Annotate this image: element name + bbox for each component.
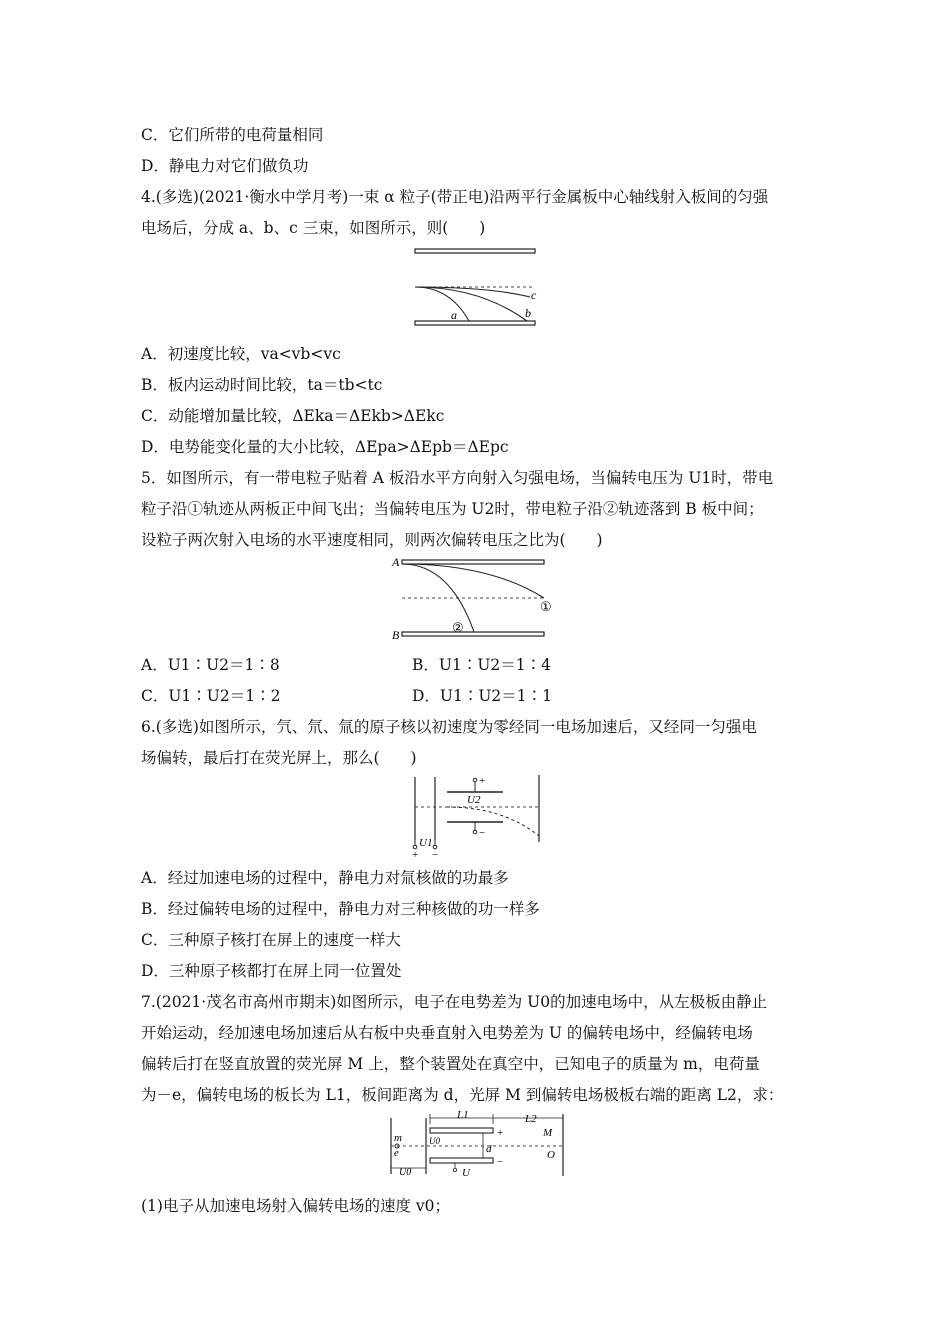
- q5-label-2: ②: [452, 620, 464, 635]
- q6-option-b: B．经过偏转电场的过程中，静电力对三种核做的功一样多: [141, 900, 540, 918]
- q7-label-m: m: [394, 1132, 402, 1144]
- q7-label-u: U: [462, 1167, 470, 1179]
- q6-label-u1: U1: [419, 837, 433, 849]
- q6-option-c: C．三种原子核打在屏上的速度一样大: [141, 931, 401, 949]
- q5-plate-b: [402, 632, 544, 636]
- q6-plus-u2: +: [479, 775, 486, 787]
- q7-deflect-plate-bottom: [430, 1158, 493, 1163]
- q7-label-o: O: [547, 1149, 555, 1161]
- q4-label-b: b: [525, 306, 531, 320]
- q6-label-u2: U2: [467, 794, 481, 806]
- q7-deflect-plate-top: [430, 1128, 493, 1133]
- q4-stem-line-1: 4.(多选)(2021·衡水中学月考)一束 α 粒子(带正电)沿两平行金属板中心轴线射入板间的匀强: [141, 188, 769, 206]
- q5-figure: [390, 555, 560, 645]
- q6-figure: [405, 772, 550, 862]
- q4-top-plate: [415, 249, 535, 253]
- q5-label-1: ①: [540, 599, 552, 614]
- q7-stem-line-4: 为－e，偏转电场的板长为 L1，板间距离为 d，光屏 M 到偏转电场极板右端的距离 L2，求：: [141, 1086, 784, 1104]
- q3-option-d: D．静电力对它们做负功: [141, 157, 309, 175]
- q5-stem-line-2: 粒子沿①轨迹从两板正中间飞出；当偏转电压为 U2时，带电粒子沿②轨迹落到 B 板中间；: [141, 500, 764, 518]
- q7-stem-line-3: 偏转后打在竖直放置的荧光屏 M 上，整个装置处在真空中，已知电子的质量为 m，电荷量: [141, 1055, 760, 1073]
- q5-option-d: D．U1∶U2＝1∶1: [412, 687, 552, 705]
- q6-stem-line-2: 场偏转，最后打在荧光屏上，那么( ): [141, 749, 417, 767]
- q4-option-d: D．电势能变化量的大小比较，ΔEpa>ΔEpb＝ΔEpc: [141, 438, 509, 456]
- q6-option-d: D．三种原子核都打在屏上同一位置处: [141, 962, 402, 980]
- q4-option-b: B．板内运动时间比较，ta＝tb<tc: [141, 376, 383, 394]
- q5-stem-line-3: 设粒子两次射入电场的水平速度相同，则两次偏转电压之比为( ): [141, 531, 603, 549]
- q7-stem-line-1: 7.(2021·茂名市高州市期末)如图所示，电子在电势差为 U0的加速电场中，从左极板由静止: [141, 993, 768, 1011]
- q7-label-u0-accel: U0: [399, 1167, 412, 1178]
- q4-label-a: a: [451, 308, 457, 322]
- q5-stem-line-1: 5．如图所示，有一带电粒子贴着 A 板沿水平方向射入匀强电场，当偏转电压为 U1时，带电: [141, 469, 774, 487]
- q5-plate-a: [402, 560, 544, 564]
- q7-label-m-screen: M: [543, 1127, 553, 1139]
- q5-option-b: B．U1∶U2＝1∶4: [412, 656, 551, 674]
- q4-bottom-plate: [415, 321, 535, 325]
- q3-option-c: C．它们所带的电荷量相同: [141, 126, 324, 144]
- q7-stem-line-2: 开始运动，经加速电场加速后从右板中央垂直射入电势差为 U 的偏转电场中，经偏转电场: [141, 1024, 753, 1042]
- q6-minus-u1: −: [432, 849, 439, 861]
- q7-minus: −: [497, 1156, 504, 1168]
- q4-option-a: A．初速度比较，va<vb<vc: [141, 345, 341, 363]
- q7-label-d: d: [486, 1143, 492, 1155]
- q7-label-l1: L1: [457, 1110, 469, 1121]
- q5-label-b: B: [392, 628, 400, 642]
- q7-label-u0-plate: U0: [429, 1136, 440, 1146]
- q7-plus: +: [497, 1127, 504, 1139]
- q6-plus-u1: +: [412, 849, 419, 861]
- q4-stem-line-2: 电场后，分成 a、b、c 三束，如图所示，则( ): [141, 219, 486, 237]
- q7-label-e: e: [394, 1147, 399, 1159]
- q5-label-a: A: [392, 555, 400, 569]
- q5-option-a: A．U1∶U2＝1∶8: [141, 656, 280, 674]
- q4-figure: [405, 243, 545, 335]
- q7-figure: [385, 1110, 575, 1182]
- q5-option-c: C．U1∶U2＝1∶2: [141, 687, 281, 705]
- q6-option-a: A．经过加速电场的过程中，静电力对氚核做的功最多: [141, 869, 509, 887]
- q5-trajectory-1: [402, 564, 544, 598]
- q4-option-c: C．动能增加量比较，ΔEka＝ΔEkb>ΔEkc: [141, 407, 445, 425]
- q6-stem-line-1: 6.(多选)如图所示，氕、氘、氚的原子核以初速度为零经同一电场加速后，又经同一匀强电: [141, 718, 757, 736]
- q7-sub-question-1: (1)电子从加速电场射入偏转电场的速度 v0；: [141, 1197, 451, 1215]
- q4-label-c: c: [531, 288, 537, 302]
- q4-trajectory-b: [415, 287, 527, 321]
- q6-minus-u2: −: [479, 827, 486, 839]
- q7-label-l2: L2: [525, 1113, 537, 1125]
- q4-trajectory-c: [415, 287, 530, 297]
